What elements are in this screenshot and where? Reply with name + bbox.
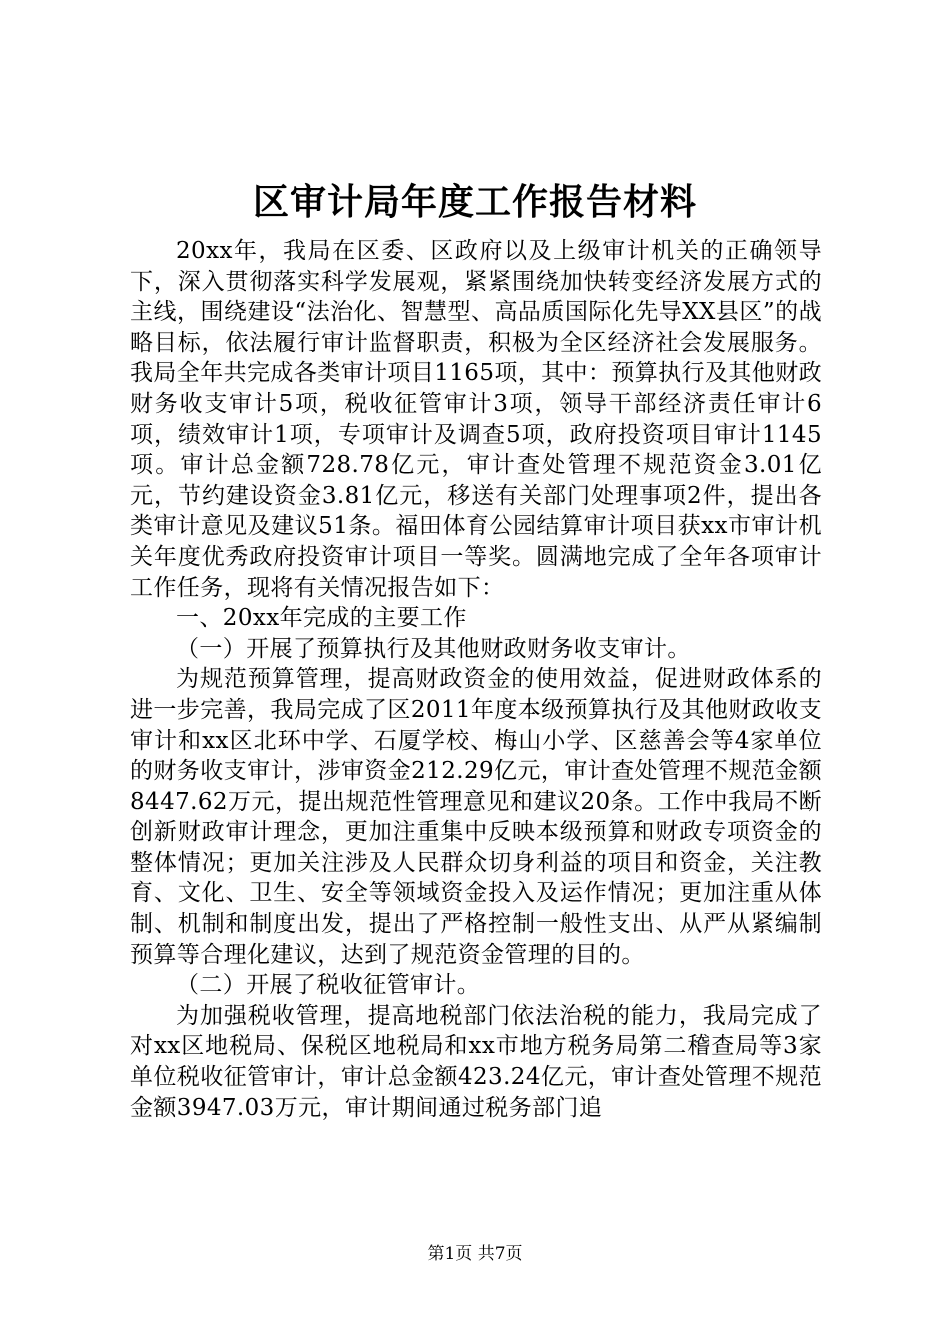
subsection-heading-tax-audit: （二）开展了税收征管审计。	[176, 972, 481, 999]
document-title: 区审计局年度工作报告材料	[252, 181, 697, 223]
document-body	[130, 236, 822, 1123]
intro-paragraph: 20xx年，我局在区委、区政府以及上级审计机关的正确领导下，深入贯彻落实科学发展观，紧紧围绕加快转变经济发展方式的主线，围绕建设“法治化、智慧型、高品质国际化先导XX县区”的战略目标，依法履行审计监督职责，积极为全区经济社会发展服务。我局全年共完成各类审计项目1165项，其中：预算执行及其他财政财务收支审计5项，税收征管审计3项，领导干部经济责任审计6项，绩效审计1项，专项审计及调查5项，政府投资项目审计1145项。审计总金额728.78亿元，审计查处管理不规范资金3.01亿元，节约建设资金3.81亿元，移送有关部门处理事项2件，提出各类审计意见及建议51条。福田体育公园结算审计项目获xx市审计机关年度优秀政府投资审计项目一等奖。圆满地完成了全年各项审计工作任务，现将有关情况报告如下：	[130, 238, 822, 601]
section-heading-main-work: 一、20xx年完成的主要工作	[176, 605, 467, 632]
page-number-footer: 第1页 共7页	[427, 1244, 523, 1264]
tax-audit-paragraph: 为加强税收管理，提高地税部门依法治税的能力，我局完成了对xx区地税局、保税区地税局和xx市地方税务局第二稽查局等3家单位税收征管审计，审计总金额423.24亿元，审计查处管理不规范金额3947.03万元，审计期间通过税务部门追	[130, 1002, 822, 1121]
budget-audit-paragraph: 为规范预算管理，提高财政资金的使用效益，促进财政体系的进一步完善，我局完成了区2011年度本级预算执行及其他财政收支审计和xx区北环中学、石厦学校、梅山小学、区慈善会等4家单位的财务收支审计，涉审资金212.29亿元，审计查处管理不规范金额8447.62万元，提出规范性管理意见和建议20条。工作中我局不断创新财政审计理念，更加注重集中反映本级预算和财政专项资金的整体情况；更加关注涉及人民群众切身利益的项目和资金，关注教育、文化、卫生、安全等领域资金投入及运作情况；更加注重从体制、机制和制度出发，提出了严格控制一般性支出、从严从紧编制预算等合理化建议，达到了规范资金管理的目的。	[130, 666, 822, 968]
subsection-heading-budget-audit: （一）开展了预算执行及其他财政财务收支审计。	[176, 635, 691, 662]
